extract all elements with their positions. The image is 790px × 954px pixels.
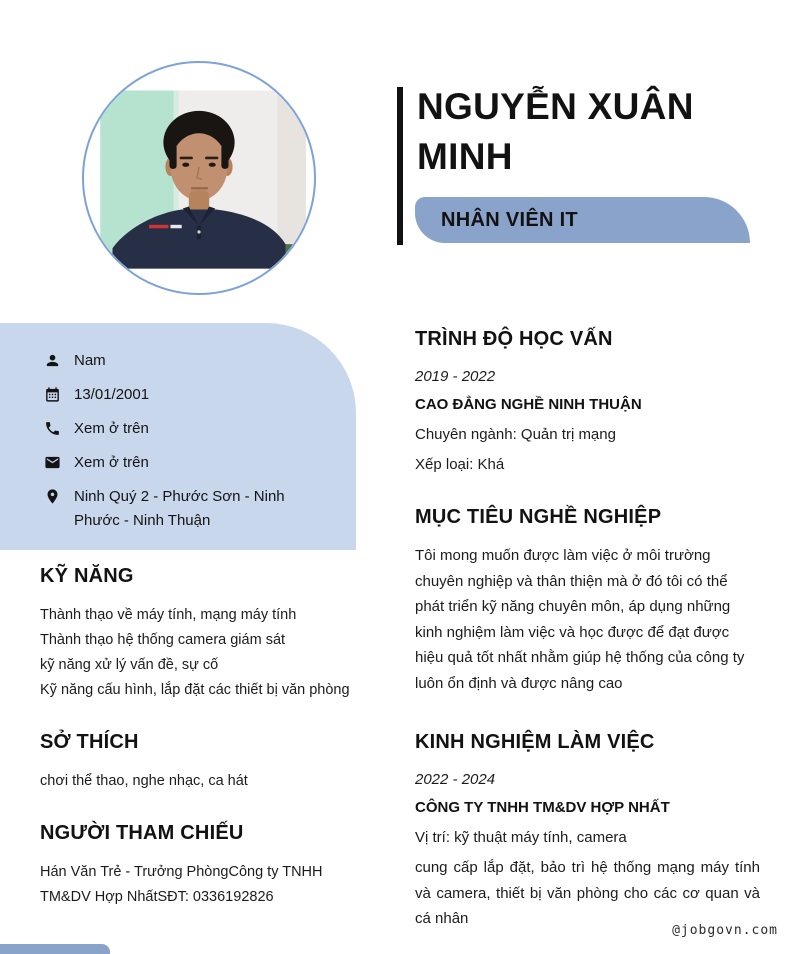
watermark: @jobgovn.com [672, 923, 778, 938]
contact-row-address [44, 485, 356, 533]
education-heading: TRÌNH ĐỘ HỌC VẤN [415, 328, 613, 350]
contact-row-birthdate [44, 383, 356, 407]
education-grade: Xếp loại: Khá [415, 456, 505, 473]
location-icon [44, 488, 61, 505]
footer-accent-bar [0, 944, 110, 954]
profile-photo [82, 61, 316, 295]
phone-value: Xem ở trên [74, 420, 149, 437]
birthdate-value: 13/01/2001 [74, 386, 150, 403]
experience-heading: KINH NGHIỆM LÀM VIỆC [415, 731, 655, 753]
objective-heading: MỤC TIÊU NGHỀ NGHIỆP [415, 506, 662, 528]
references-heading: NGƯỜI THAM CHIẾU [40, 822, 244, 844]
education-major: Chuyên ngành: Quản trị mạng [415, 426, 616, 443]
skills-heading: KỸ NĂNG [40, 565, 134, 587]
skills-list [40, 603, 372, 703]
email-value: Xem ở trên [74, 454, 149, 471]
experience-company: CÔNG TY TNHH TM&DV HỢP NHẤT [415, 799, 670, 816]
email-icon [44, 454, 61, 471]
experience-description: cung cấp lắp đặt, bảo trì hệ thống mạng máy tính và camera, thiết bị văn phòng cho các cơ quan và cá nhân [415, 859, 760, 927]
calendar-icon [44, 386, 61, 403]
gender-value: Nam [74, 352, 106, 369]
education-period: 2019 - 2022 [415, 368, 496, 385]
skill-item: Thành thạo hệ thống camera giám sát [40, 632, 286, 648]
phone-icon [44, 420, 61, 437]
references-text: Hán Văn Trẻ - Trưởng PhòngCông ty TNHH TM&DV Hợp NhấtSĐT: 0336192826 [40, 864, 323, 905]
contact-row-gender [44, 349, 356, 373]
job-title-banner [415, 197, 750, 243]
experience-position: Vị trí: kỹ thuật máy tính, camera [415, 829, 627, 846]
contact-row-phone [44, 417, 356, 441]
job-title: NHÂN VIÊN IT [441, 208, 578, 231]
contact-row-email [44, 451, 356, 475]
person-icon [44, 352, 61, 369]
left-column [40, 563, 372, 910]
name-accent-bar [397, 87, 403, 245]
education-school: CAO ĐẲNG NGHỀ NINH THUẬN [415, 396, 642, 413]
right-column [415, 326, 760, 932]
skill-item: Kỹ năng cấu hình, lắp đặt các thiết bị văn phòng [40, 682, 350, 698]
skill-item: kỹ năng xử lý vấn đề, sự cố [40, 657, 219, 673]
contact-info-panel [0, 323, 356, 550]
address-value: Ninh Quý 2 - Phước Sơn - Ninh Phước - Ninh Thuận [74, 488, 285, 529]
hobbies-text: chơi thể thao, nghe nhạc, ca hát [40, 773, 248, 789]
skill-item: Thành thạo về máy tính, mạng máy tính [40, 607, 297, 623]
hobbies-heading: SỞ THÍCH [40, 731, 139, 753]
experience-period: 2022 - 2024 [415, 771, 496, 788]
candidate-name: NGUYỄN XUÂN MINH [417, 86, 694, 177]
objective-text: Tôi mong muốn được làm việc ở môi trường chuyên nghiệp và thân thiện mà ở đó tôi có thể phát triển kỹ năng chuyên môn, áp dụng những kinh nghiệm làm việc và học được để đạt được hiệu quả tốt nhất nhằm giúp hệ thống của công ty luôn ổn định và được nâng cao [415, 547, 745, 692]
profile-photo-illustration [84, 63, 314, 293]
